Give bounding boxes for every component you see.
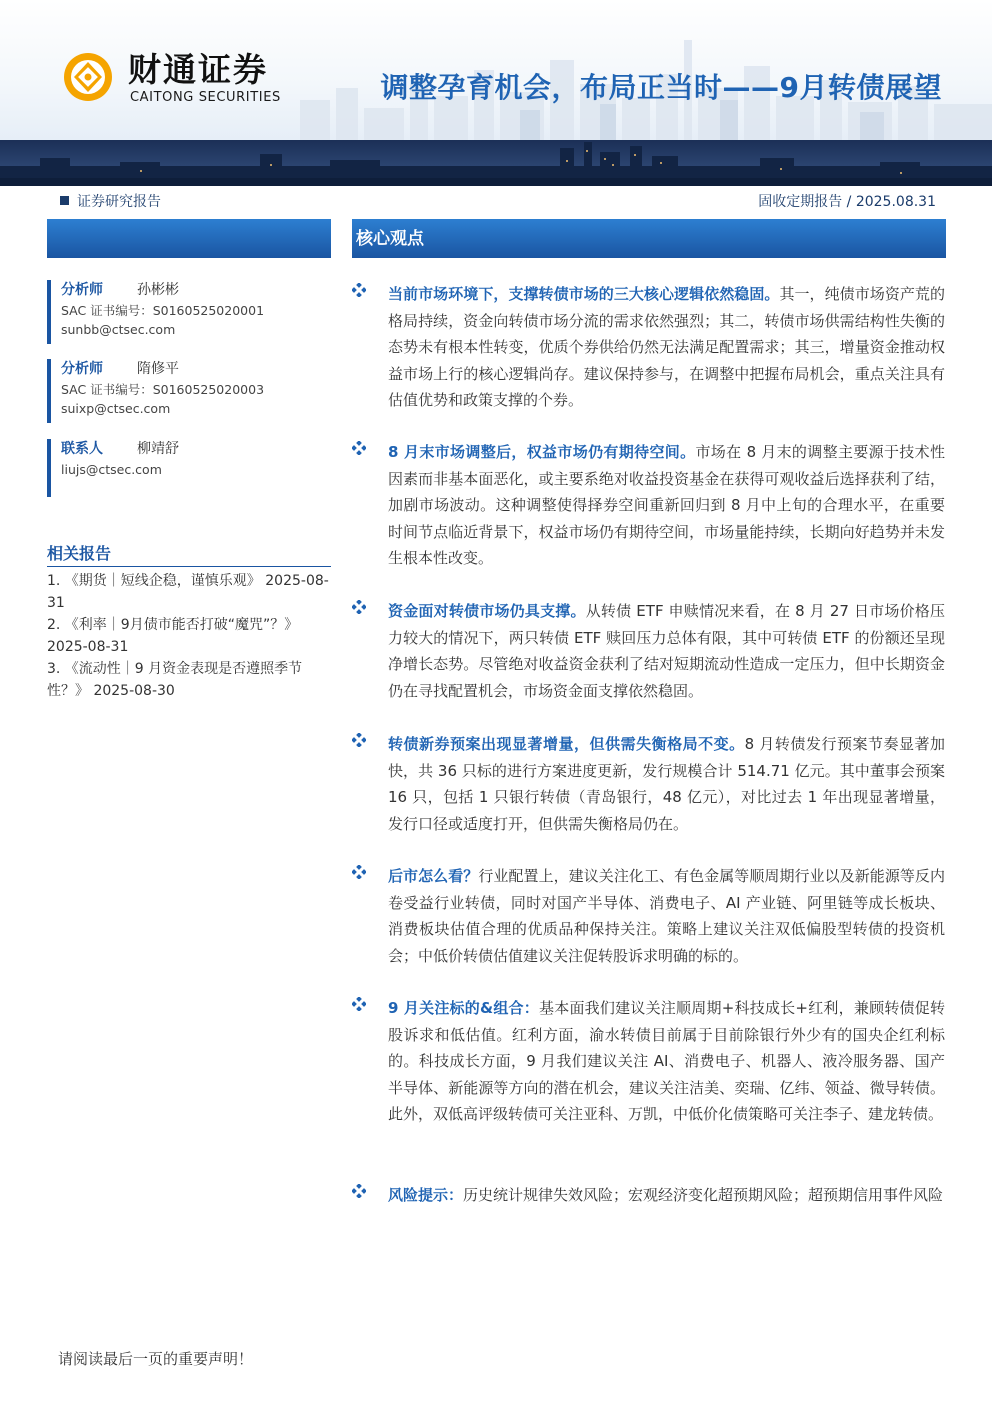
core-point-text [388,863,945,969]
related-reports-title: 相关报告 [47,544,112,563]
core-point-lead: 当前市场环境下，支撑转债市场的三大核心逻辑依然稳固。 [388,285,780,303]
analyst-role: 分析师 [61,361,103,377]
core-point-text [388,598,945,704]
diamond-bullet-icon [352,865,366,879]
related-report-item[interactable]: 3. 《流动性｜9 月资金表现是否遵照季节性？》 2025-08-30 [47,661,303,699]
caitong-coin-logo-icon [62,48,114,106]
report-category: 固收定期报告 [758,194,843,210]
related-reports-list [47,570,331,702]
analyst-email[interactable]: sunbb@ctsec.com [61,322,176,337]
report-type [60,192,161,212]
analyst-accent-bar [47,359,51,423]
brand-name-en: CAITONG SECURITIES [130,90,281,105]
core-point-lead: 风险提示： [388,1186,464,1204]
diamond-bullet-icon [352,997,366,1011]
analyst-card [47,280,331,344]
core-point-lead: 资金面对转债市场仍具支撑。 [388,602,586,620]
contact-name: 柳靖舒 [137,441,179,457]
contact-card [47,439,331,497]
core-point-text [388,731,945,837]
core-point-text [388,1182,945,1209]
report-type-label: 证券研究报告 [77,194,161,210]
diamond-bullet-icon [352,441,366,455]
brand-name-cn: 财通证券 [128,50,268,89]
contact-role: 联系人 [61,441,103,457]
related-report-item[interactable]: 1. 《期货｜短线企稳，谨慎乐观》 2025-08-31 [47,573,329,611]
contact-email[interactable]: liujs@ctsec.com [61,462,162,477]
related-report-item[interactable]: 2. 《利率｜9月债市能否打破“魔咒”？》 2025-08-31 [47,617,299,655]
analyst-cert: SAC 证书编号：S0160525020003 [61,382,265,397]
core-point-body: 基本面我们建议关注顺周期+科技成长+红利，兼顾转债促转股诉求和低估值。红利方面，渝水转债目前属于目前除银行外少有的国央企红利标的。科技成长方面，9 月我们建议关注 AI、消费电子、机器人、液冷服务器、国产半导体、新能源等方向的潜在机会，建议关注洁美、奕瑞、亿纬、领益、微导转债。此外，双低高评级转债可关注亚科、万凯，中低价化债策略可关注李子、建龙转债。 [388,999,945,1123]
square-bullet-icon [60,196,69,205]
analyst-name: 隋修平 [137,361,179,377]
core-point-text [388,281,945,414]
core-point-text [388,439,945,572]
core-views-title: 核心观点 [356,229,424,249]
core-point-text [388,995,945,1128]
sidebar-header-bar [47,219,331,258]
analyst-name: 孙彬彬 [137,282,179,298]
core-views-header [352,219,946,258]
core-point-body: 8 月转债发行预案节奏显著加快，共 36 只标的进行方案进度更新，发行规模合计 514.71 亿元。其中董事会预案 16 只，包括 1 只银行转债（青岛银行，48 亿元），对比过去 1 年出现显著增量，发行口径或适度打开，但供需失衡格局仍在。 [388,735,945,833]
diamond-bullet-icon [352,1184,366,1198]
core-point-lead: 后市怎么看？ [388,867,479,885]
core-point-lead: 8 月末市场调整后，权益市场仍有期待空间。 [388,443,696,461]
disclaimer-note: 请阅读最后一页的重要声明！ [58,1350,254,1368]
report-category-date [758,192,936,212]
report-title: 调整孕育机会，布局正当时——9月转债展望 [380,71,942,104]
diamond-bullet-icon [352,600,366,614]
core-point-lead: 转债新券预案出现显著增量，但供需失衡格局不变。 [388,735,745,753]
analyst-cert: SAC 证书编号：S0160525020001 [61,303,265,318]
core-point-body: 其一，纯债市场资产荒的格局持续，资金向转债市场分流的需求依然强烈；其二，转债市场供需结构性失衡的态势未有根本性转变，优质个券供给仍然无法满足配置需求；其三，增量资金推动权益市场上行的核心逻辑尚存。建议保持参与，在调整中把握布局机会，重点关注具有估值优势和政策支撑的个券。 [388,285,945,409]
report-header [0,0,992,186]
city-night-band [0,140,992,186]
core-point-body: 历史统计规律失效风险；宏观经济变化超预期风险；超预期信用事件风险 [463,1186,944,1204]
diamond-bullet-icon [352,733,366,747]
analyst-card [47,359,331,423]
analyst-accent-bar [47,280,51,344]
core-point-body: 市场在 8 月末的调整主要源于技术性因素而非基本面恶化，或主要系绝对收益投资基金在获得可观收益后选择获利了结，加剧市场波动。这种调整使得择券空间重新回归到 8 月中上旬的合理水平，在重要时间节点临近背景下，权益市场仍有期待空间，市场量能持续，长期向好趋势并未发生根本性改变。 [388,443,945,567]
related-reports-divider [47,566,331,567]
city-night-skyline [0,140,992,186]
core-point-lead: 9 月关注标的&组合： [388,999,539,1017]
core-point-body: 行业配置上，建议关注化工、有色金属等顺周期行业以及新能源等反内卷受益行业转债，同时对国产半导体、消费电子、AI 产业链、阿里链等成长板块、消费板块估值合理的优质品种保持关注。策略上建议关注双低偏股型转债的投资机会；中低价转债估值建议关注促转股诉求明确的标的。 [388,867,945,965]
analyst-email[interactable]: suixp@ctsec.com [61,401,171,416]
contact-accent-bar [47,439,51,497]
diamond-bullet-icon [352,283,366,297]
core-point-body: 从转债 ETF 申赎情况来看，在 8 月 27 日市场价格压力较大的情况下，两只转债 ETF 赎回压力总体有限，其中可转债 ETF 的份额还呈现净增长态势。尽管绝对收益资金获利了结对短期流动性造成一定压力，但中长期资金仍在寻找配置机会，市场资金面支撑依然稳固。 [388,602,945,700]
report-date: / 2025.08.31 [846,194,936,210]
analyst-role: 分析师 [61,282,103,298]
